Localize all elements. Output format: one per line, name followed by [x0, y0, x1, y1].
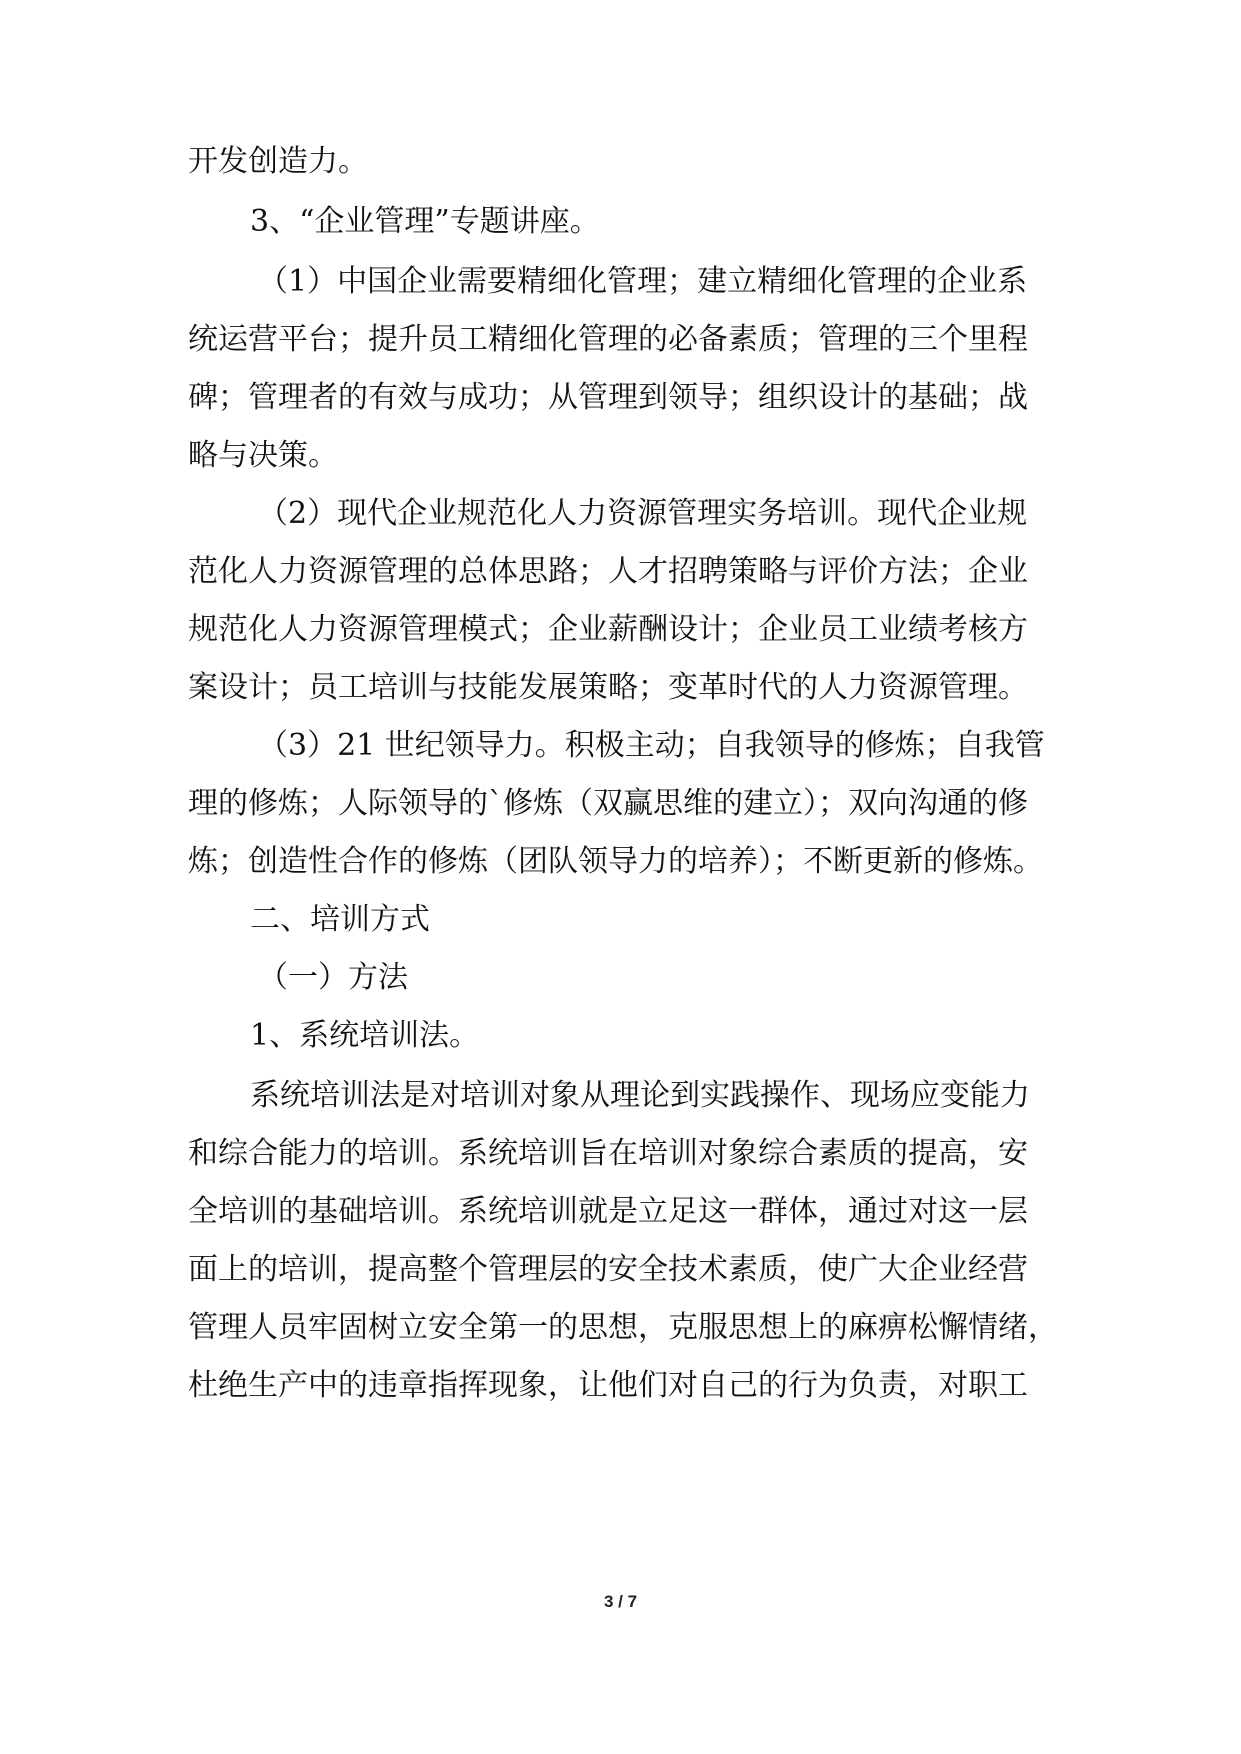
- text-line: 全培训的基础培训。系统培训就是立足这一群体，通过对这一层: [188, 1194, 1028, 1229]
- section-heading: 3、“企业管理”专题讲座。: [250, 204, 600, 239]
- text-line: （2）现代企业规范化人力资源管理实务培训。现代企业规: [258, 496, 1028, 531]
- text-line: 统运营平台；提升员工精细化管理的必备素质；管理的三个里程: [188, 322, 1028, 357]
- text-line: 杜绝生产中的违章指挥现象，让他们对自己的行为负责，对职工: [188, 1368, 1028, 1403]
- text-line: 系统培训法是对培训对象从理论到实践操作、现场应变能力: [250, 1078, 1030, 1113]
- text-line: 和综合能力的培训。系统培训旨在培训对象综合素质的提高，安: [188, 1136, 1028, 1171]
- text-line: 略与决策。: [188, 438, 338, 473]
- text-line: （3）21 世纪领导力。积极主动；自我领导的修炼；自我管: [258, 728, 1045, 763]
- section-heading: 二、培训方式: [250, 902, 430, 937]
- text-line: （1）中国企业需要精细化管理；建立精细化管理的企业系: [258, 264, 1028, 299]
- text-line: 炼；创造性合作的修炼（团队领导力的培养）；不断更新的修炼。: [188, 844, 1043, 879]
- page-number: 3 / 7: [603, 1592, 638, 1611]
- text-line: 开发创造力。: [188, 144, 368, 179]
- text-line: 案设计；员工培训与技能发展策略；变革时代的人力资源管理。: [188, 670, 1028, 705]
- text-line: 碑；管理者的有效与成功；从管理到领导；组织设计的基础；战: [188, 380, 1028, 415]
- section-heading: 1、系统培训法。: [250, 1018, 480, 1053]
- text-line: 规范化人力资源管理模式；企业薪酬设计；企业员工业绩考核方: [188, 612, 1028, 647]
- text-line: 面上的培训，提高整个管理层的安全技术素质，使广大企业经营: [188, 1252, 1028, 1287]
- text-line: 范化人力资源管理的总体思路；人才招聘策略与评价方法；企业: [188, 554, 1028, 589]
- text-line: 管理人员牢固树立安全第一的思想，克服思想上的麻痹松懈情绪，: [188, 1310, 1058, 1345]
- text-line: 理的修炼；人际领导的`修炼（双赢思维的建立）；双向沟通的修: [188, 786, 1028, 821]
- section-heading: （一）方法: [258, 960, 408, 995]
